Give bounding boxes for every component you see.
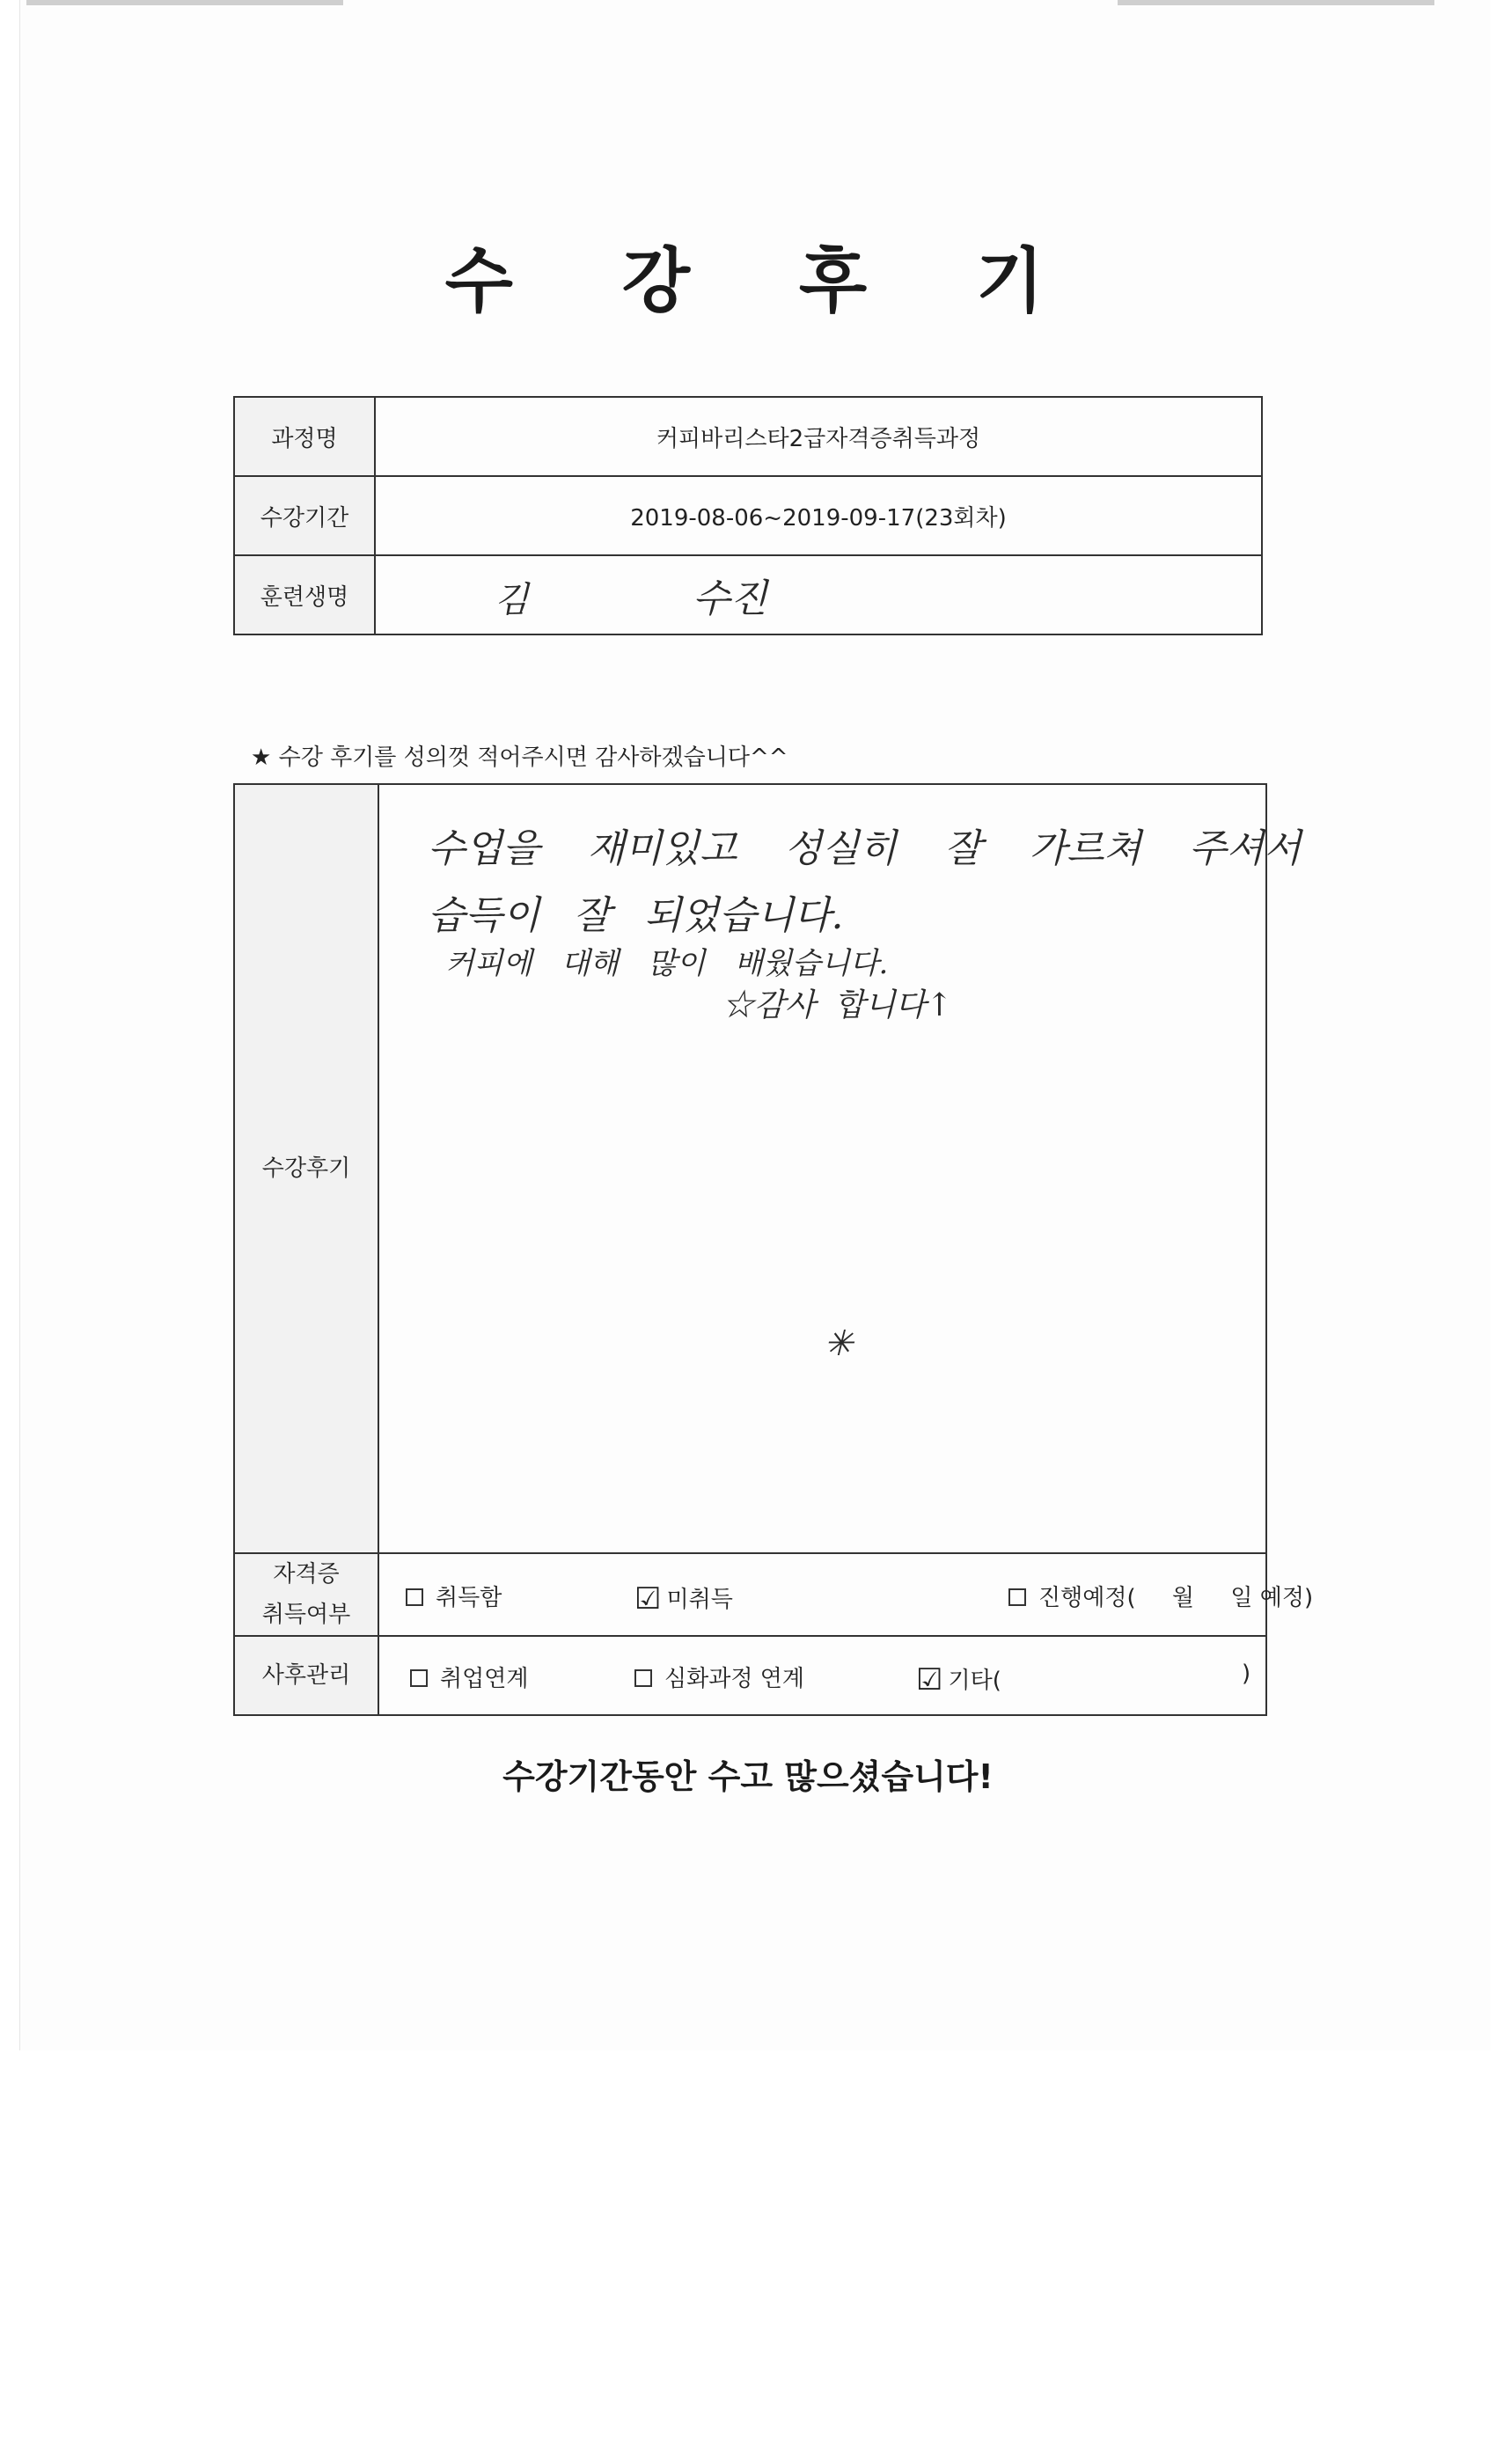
info-row-period bbox=[234, 476, 1262, 555]
aftercare-options-cell bbox=[378, 1636, 1266, 1715]
page-title: 수 강 후 기 bbox=[444, 240, 1087, 322]
scan-top-smudge bbox=[26, 0, 343, 5]
closing-message: 수강기간동안 수고 많으셨습니다! bbox=[502, 1757, 994, 1796]
info-row-trainee bbox=[234, 555, 1262, 634]
handwritten-star-mark: ✳ bbox=[824, 1324, 854, 1364]
option-advanced-course[interactable] bbox=[634, 1661, 804, 1693]
period-value: 2019-08-06~2019-09-17(23회차) bbox=[375, 476, 1262, 555]
trainee-name-cell bbox=[375, 555, 1262, 634]
aftercare-label: 사후관리 bbox=[234, 1636, 378, 1715]
checkbox-icon bbox=[406, 1588, 423, 1606]
review-body-cell bbox=[378, 784, 1302, 1553]
review-line: ☆감사 합니다↑ bbox=[722, 987, 953, 1023]
aftercare-row bbox=[234, 1636, 1266, 1715]
trainee-given-name: 수진 bbox=[693, 576, 768, 621]
option-label: 심화과정 연계 bbox=[664, 1666, 804, 1692]
review-line: 수업을 재미있고 성실히 잘 가르쳐 주셔서 bbox=[428, 826, 1302, 871]
info-row-course bbox=[234, 397, 1262, 476]
option-label: 취업연계 bbox=[440, 1666, 529, 1692]
review-label: 수강후기 bbox=[234, 784, 378, 1553]
trainee-family-name: 김 bbox=[495, 580, 529, 620]
checkbox-icon bbox=[410, 1669, 428, 1687]
checked-box-icon: ☑ bbox=[916, 1662, 943, 1698]
period-label: 수강기간 bbox=[234, 476, 375, 555]
review-row bbox=[234, 784, 1266, 1553]
checkbox-icon bbox=[634, 1669, 652, 1687]
review-line: 커피에 대해 많이 배웠습니다. bbox=[445, 946, 889, 981]
info-table bbox=[233, 396, 1263, 635]
review-table bbox=[233, 783, 1314, 1716]
option-job-link[interactable] bbox=[410, 1661, 528, 1693]
checked-box-icon: ☑ bbox=[634, 1581, 662, 1617]
option-label: 기타( bbox=[948, 1668, 1001, 1694]
certificate-row bbox=[234, 1553, 1266, 1636]
course-label: 과정명 bbox=[234, 397, 375, 476]
other-close-bracket: ) bbox=[1242, 1661, 1251, 1687]
scan-top-smudge bbox=[1118, 0, 1434, 5]
checkbox-icon bbox=[1008, 1588, 1026, 1606]
notice-text: ★ 수강 후기를 성의껏 적어주시면 감사하겠습니다^^ bbox=[251, 744, 788, 771]
course-value: 커피바리스타2급자격증취득과정 bbox=[375, 397, 1262, 476]
option-label: 미취득 bbox=[666, 1587, 733, 1613]
option-other[interactable] bbox=[916, 1661, 1001, 1696]
certificate-options-cell bbox=[378, 1553, 1314, 1636]
option-acquired[interactable] bbox=[406, 1580, 502, 1612]
option-in-progress[interactable] bbox=[1008, 1580, 1313, 1612]
certificate-label-line2: 취득여부 bbox=[261, 1602, 351, 1628]
review-line: 습득이 잘 되었습니다. bbox=[428, 893, 844, 938]
certificate-label-line1: 자격증 bbox=[273, 1561, 340, 1588]
trainee-label: 훈련생명 bbox=[234, 555, 375, 634]
option-not-acquired[interactable] bbox=[634, 1580, 733, 1615]
option-label: 취득함 bbox=[436, 1585, 502, 1611]
option-label: 진행예정( 월 일 예정) bbox=[1038, 1585, 1314, 1611]
certificate-label bbox=[234, 1553, 378, 1636]
